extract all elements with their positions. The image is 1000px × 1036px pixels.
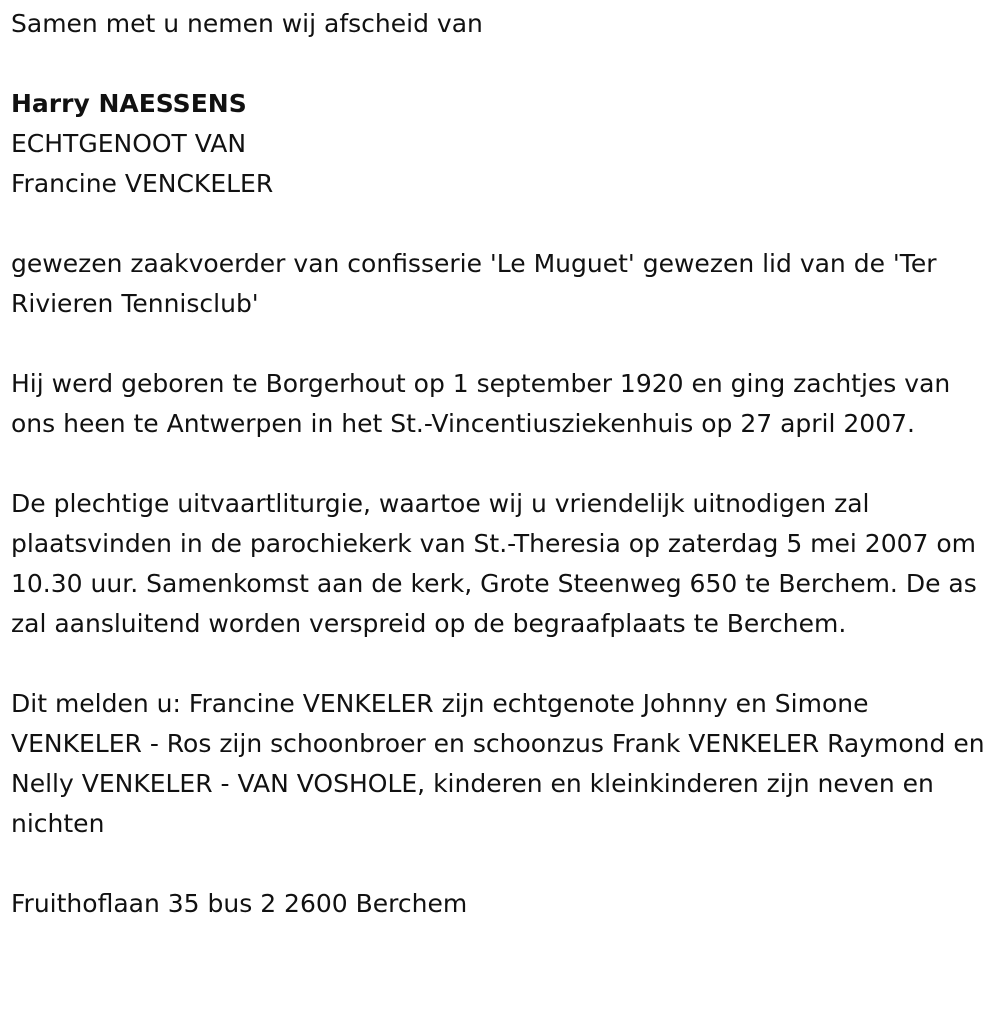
deceased-name: Harry NAESSENS xyxy=(11,89,247,118)
obituary-notice xyxy=(0,4,1000,1036)
spouse-name: Francine VENCKELER xyxy=(11,169,274,198)
birth-death-paragraph: Hij werd geboren te Borgerhout op 1 september 1920 en ging zachtjes van ons heen te Antwerpen in het St.-Vincentiusziekenhuis op 27 april 2007. xyxy=(11,369,951,438)
announcers-paragraph: Dit melden u: Francine VENKELER zijn echtgenote Johnny en Simone VENKELER - Ros zijn schoonbroer en schoonzus Frank VENKELER Raymond en Nelly VENKELER - VAN VOSHOLE, kinderen en kleinkinderen zijn neven en nichten xyxy=(11,689,985,838)
relation-label: ECHTGENOOT VAN xyxy=(11,129,247,158)
address-line: Fruithoflaan 35 bus 2 2600 Berchem xyxy=(11,889,468,918)
career-paragraph: gewezen zaakvoerder van confisserie 'Le Muguet' gewezen lid van de 'Ter Rivieren Tennisclub' xyxy=(11,249,937,318)
funeral-paragraph: De plechtige uitvaartliturgie, waartoe wij u vriendelijk uitnodigen zal plaatsvinden in de parochiekerk van St.-Theresia op zaterdag 5 mei 2007 om 10.30 uur. Samenkomst aan de kerk, Grote Steenweg 650 te Berchem. De as zal aansluitend worden verspreid op de begraafplaats te Berchem. xyxy=(11,489,977,638)
intro-text: Samen met u nemen wij afscheid van xyxy=(11,9,483,38)
